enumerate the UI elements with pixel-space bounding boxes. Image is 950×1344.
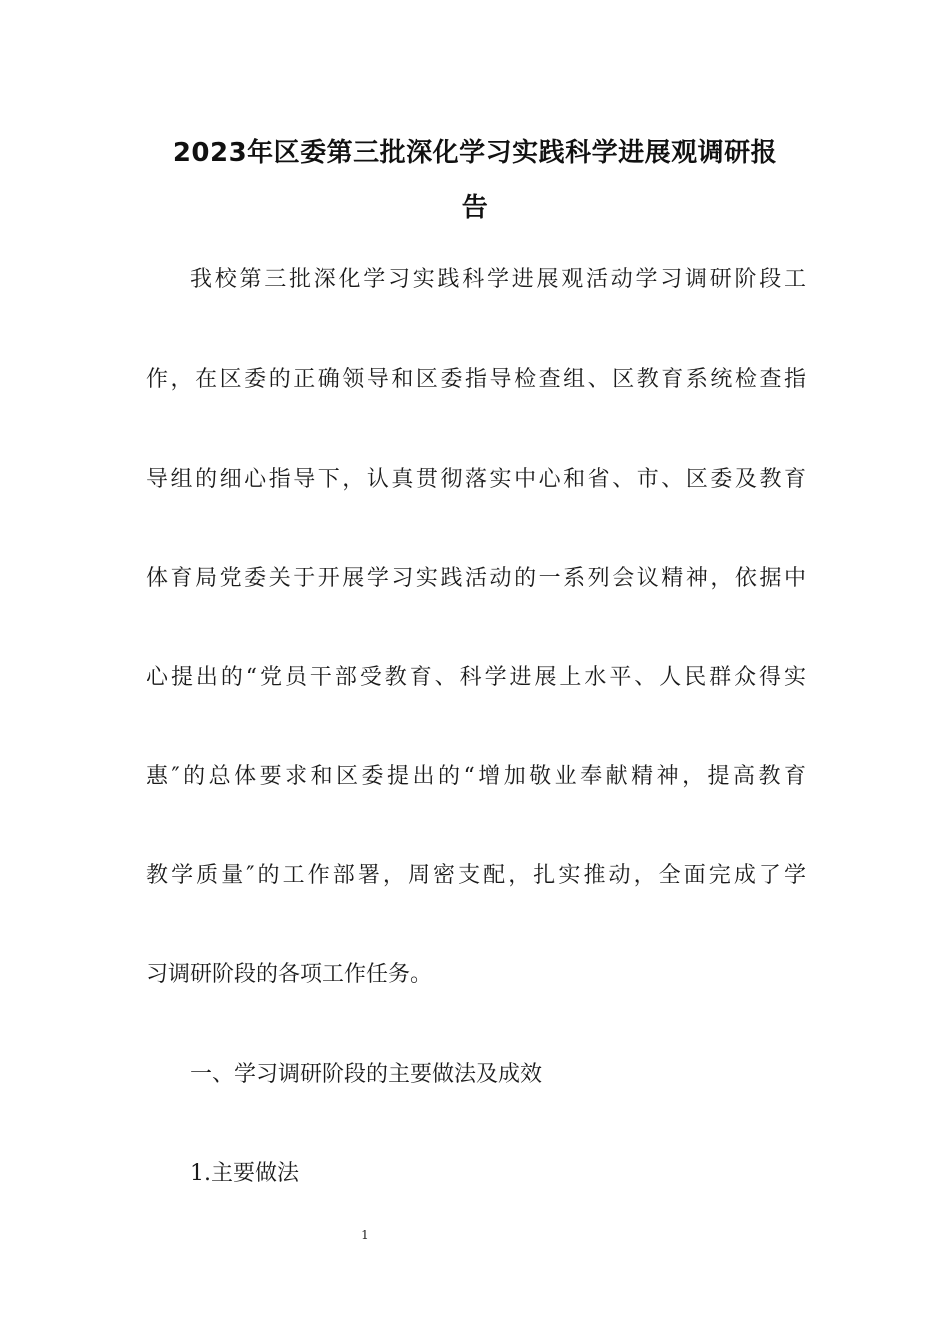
paragraph-line: 导组的细心指导下，认真贯彻落实中心和省、市、区委及教育 (146, 467, 806, 492)
paragraph-line: 习调研阶段的各项工作任务。 (146, 962, 433, 987)
paragraph-line: 教学质量″的工作部署，周密支配，扎实推动，全面完成了学 (146, 863, 806, 888)
document-title-line-2: 告 (461, 193, 489, 223)
paragraph-line: 体育局党委关于开展学习实践活动的一系列会议精神，依据中 (146, 566, 806, 591)
paragraph-line: 心提出的“党员干部受教育、科学进展上水平、人民群众得实 (146, 665, 806, 690)
page-number: 1 (361, 1228, 369, 1242)
paragraph-line: 惠″的总体要求和区委提出的“增加敬业奉献精神，提高教育 (146, 764, 806, 789)
section-heading: 一、学习调研阶段的主要做法及成效 (190, 1062, 543, 1087)
paragraph-line: 我校第三批深化学习实践科学进展观活动学习调研阶段工 (190, 267, 806, 292)
document-title-line-1: 2023年区委第三批深化学习实践科学进展观调研报 (172, 138, 778, 168)
paragraph-line: 作，在区委的正确领导和区委指导检查组、区教育系统检查指 (146, 367, 806, 392)
subsection-heading: 1.主要做法 (190, 1161, 299, 1186)
